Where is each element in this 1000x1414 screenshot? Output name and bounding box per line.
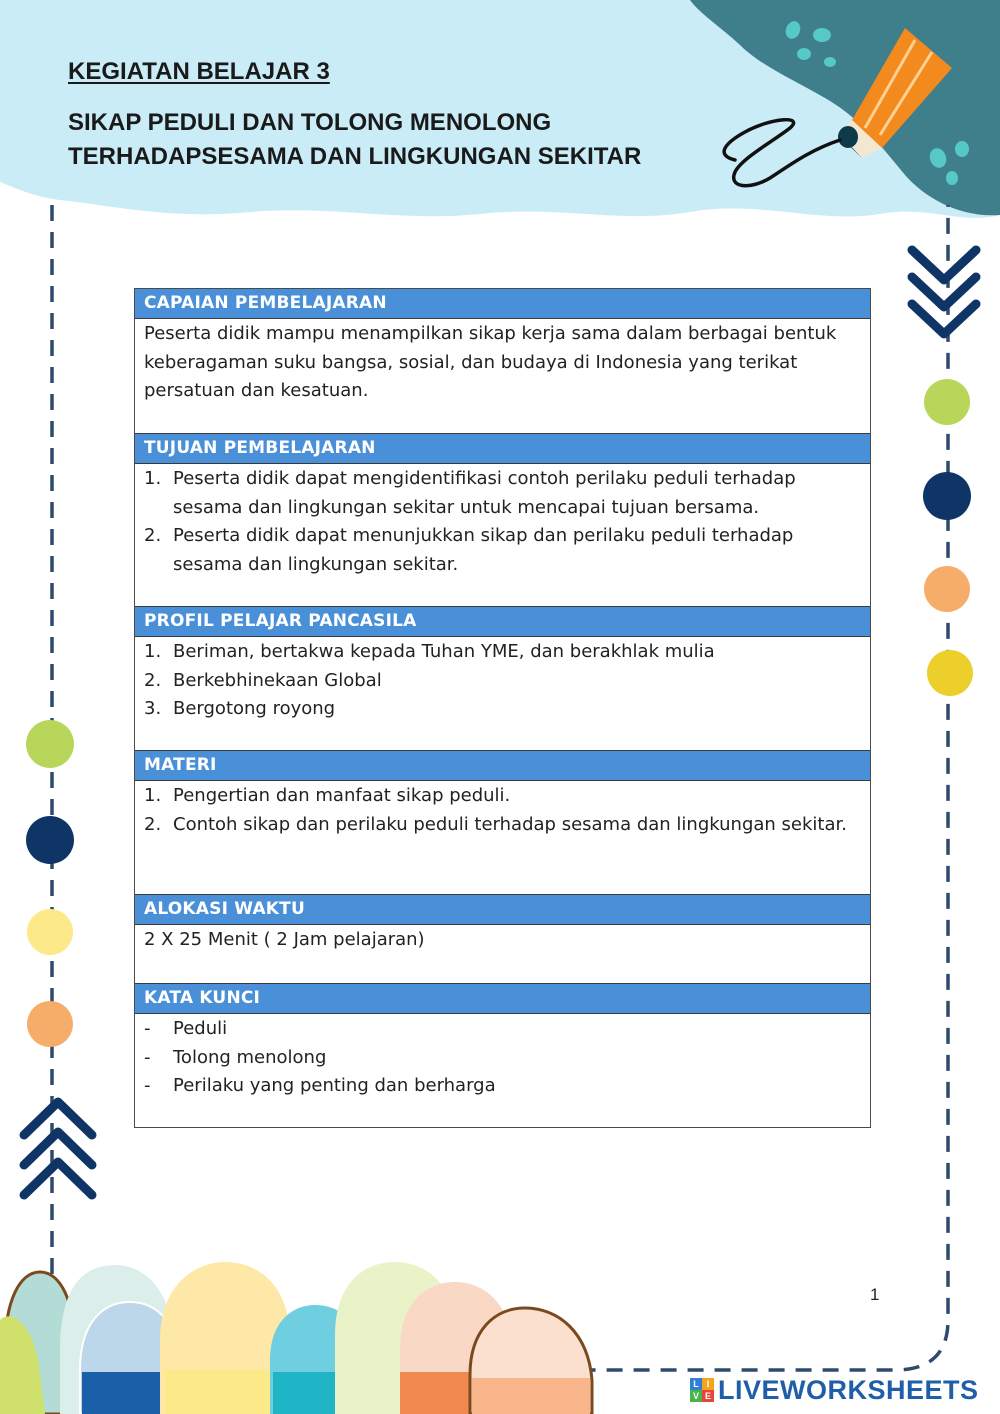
bottom-eggs-decoration	[0, 1262, 592, 1414]
list-item: 3. Bergotong royong	[144, 698, 336, 719]
section-heading-materi: MATERI	[135, 750, 870, 781]
dot-icon	[924, 379, 970, 425]
dot-icon	[26, 816, 74, 864]
dot-icon	[923, 472, 971, 520]
section-body-materi	[135, 781, 870, 894]
activity-title: KEGIATAN BELAJAR 3	[68, 58, 330, 85]
list-item: 2. Contoh sikap dan perilaku peduli terhadap sesama dan lingkungan sekitar.	[144, 813, 847, 835]
kata-kunci-list	[144, 1015, 858, 1101]
section-heading-tujuan: TUJUAN PEMBELAJARAN	[135, 433, 870, 464]
section-heading-profil: PROFIL PELAJAR PANCASILA	[135, 606, 870, 637]
list-item: 2. Peserta didik dapat menunjukkan sikap dan perilaku peduli terhadap sesama dan lingkungan sekitar.	[144, 525, 794, 575]
list-item: 1. Pengertian dan manfaat sikap peduli.	[144, 785, 511, 806]
dot-icon	[924, 566, 970, 612]
section-body-tujuan	[135, 464, 870, 606]
page-number: 1	[870, 1285, 880, 1304]
title-block	[68, 58, 748, 174]
list-item: 1. Beriman, bertakwa kepada Tuhan YME, dan berakhlak mulia	[144, 641, 715, 662]
materi-list	[144, 782, 858, 839]
profil-list	[144, 638, 858, 724]
section-heading-capaian: CAPAIAN PEMBELAJARAN	[135, 289, 870, 319]
liveworksheets-logo	[690, 1374, 979, 1406]
section-body-alokasi	[135, 925, 870, 983]
list-item: 1. Peserta didik dapat mengidentifikasi contoh perilaku peduli terhadap sesama dan lingkungan sekitar untuk mencapai tujuan bersama.	[144, 468, 796, 518]
liveworksheets-text: LIVEWORKSHEETS	[718, 1374, 979, 1405]
learning-info-table	[134, 288, 871, 1128]
list-item: - Peduli	[144, 1018, 228, 1039]
section-body-capaian	[135, 319, 870, 433]
section-body-profil	[135, 637, 870, 750]
main-title-line: TERHADAPSESAMA DAN LINGKUNGAN SEKITAR	[68, 143, 642, 170]
capaian-text: Peserta didik mampu menampilkan sikap kerja sama dalam berbagai bentuk keberagaman suku bangsa, sosial, dan budaya di Indonesia yang terikat persatuan dan kesatuan.	[144, 323, 837, 401]
section-heading-alokasi: ALOKASI WAKTU	[135, 894, 870, 925]
alokasi-text: 2 X 25 Menit ( 2 Jam pelajaran)	[144, 929, 425, 950]
section-body-kata-kunci	[135, 1014, 870, 1127]
list-item: - Perilaku yang penting dan berharga	[144, 1075, 496, 1096]
list-item: 2. Berkebhinekaan Global	[144, 669, 382, 691]
section-heading-kata-kunci: KATA KUNCI	[135, 983, 870, 1014]
tujuan-list	[144, 465, 858, 579]
dot-icon	[927, 650, 973, 696]
main-title-line: SIKAP PEDULI DAN TOLONG MENOLONG	[68, 109, 552, 136]
chevron-down-icon	[912, 250, 976, 334]
dot-icon	[27, 909, 73, 955]
chevron-up-icon	[24, 1102, 92, 1195]
main-title	[68, 106, 748, 174]
list-item: - Tolong menolong	[144, 1046, 327, 1068]
liveworksheets-icon: L I V E	[690, 1378, 714, 1402]
dot-icon	[27, 1001, 73, 1047]
dot-icon	[26, 720, 74, 768]
